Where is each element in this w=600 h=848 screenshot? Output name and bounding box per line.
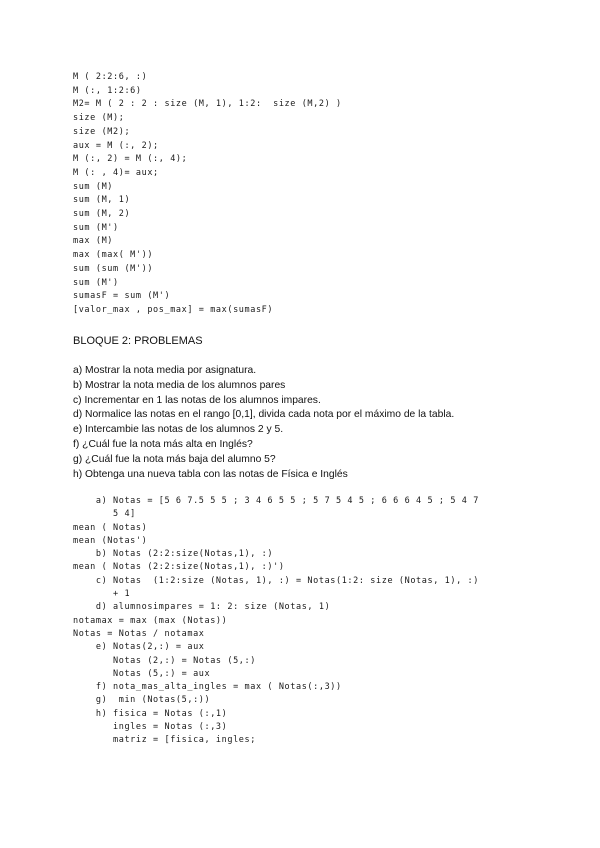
code-line: sum (M')	[73, 277, 119, 288]
code-line: e) Notas(2,:) = aux	[73, 642, 205, 653]
code-line: f) nota_mas_alta_ingles = max ( Notas(:,3))	[73, 682, 342, 693]
code-line: max (M)	[73, 236, 114, 247]
code-line: notamax = max (max (Notas))	[73, 615, 228, 626]
code-line: ingles = Notas (:,3)	[73, 722, 228, 733]
code-line: sumasF = sum (M')	[73, 291, 171, 302]
code-block-solutions	[73, 495, 479, 748]
code-line: mean (Notas')	[73, 535, 148, 546]
code-line: a) Notas = [5 6 7.5 5 5 ; 3 4 6 5 5 ; 5 7 5 4 5 ; 6 6 6 4 5 ; 5 4 7	[73, 496, 479, 506]
code-line: b) Notas (2:2:size(Notas,1), :)	[73, 549, 274, 560]
code-line: M (: , 4)= aux;	[73, 167, 159, 178]
problem-item: d) Normalice las notas en el rango [0,1], divida cada nota por el máximo de la tabla.	[73, 409, 455, 421]
code-line: aux = M (:, 2);	[73, 140, 159, 151]
problem-item: f) ¿Cuál fue la nota más alta en Inglés?	[73, 438, 253, 450]
code-line: g) min (Notas(5,:))	[73, 695, 211, 706]
code-line: sum (M)	[73, 181, 114, 192]
code-line: mean ( Notas (2:2:size(Notas,1), :)')	[73, 562, 285, 573]
code-line: 5 4]	[73, 509, 136, 520]
problem-item: a) Mostrar la nota media por asignatura.	[73, 365, 257, 376]
problem-list	[73, 364, 454, 482]
code-line: Notas = Notas / notamax	[73, 628, 205, 639]
code-line: sum (M, 1)	[73, 195, 131, 206]
problem-item: c) Incrementar en 1 las notas de los alumnos impares.	[73, 394, 321, 406]
code-block-matrix-operations	[73, 71, 342, 318]
code-line: d) alumnosimpares = 1: 2: size (Notas, 1)	[73, 602, 331, 613]
code-line: mean ( Notas)	[73, 522, 148, 533]
problem-item: b) Mostrar la nota media de los alumnos pares	[73, 379, 286, 391]
code-line: Notas (5,:) = aux	[73, 668, 211, 679]
code-line: h) fisica = Notas (:,1)	[73, 708, 228, 719]
code-line: sum (M')	[73, 222, 119, 233]
code-line: M ( 2:2:6, :)	[73, 72, 148, 82]
code-line: + 1	[73, 589, 131, 600]
code-line: sum (M, 2)	[73, 209, 131, 220]
code-line: M (:, 2) = M (:, 4);	[73, 154, 188, 165]
code-line: M2= M ( 2 : 2 : size (M, 1), 1:2: size (M,2) )	[73, 99, 342, 110]
code-line: size (M);	[73, 113, 125, 124]
section-heading: BLOQUE 2: PROBLEMAS	[73, 335, 203, 347]
code-line: max (max( M'))	[73, 250, 154, 261]
problem-item: e) Intercambie las notas de los alumnos 2 y 5.	[73, 424, 284, 436]
problem-item: g) ¿Cuál fue la nota más baja del alumno 5?	[73, 453, 276, 465]
code-line: [valor_max , pos_max] = max(sumasF)	[73, 304, 274, 315]
problem-item: h) Obtenga una nueva tabla con las notas de Física e Inglés	[73, 468, 348, 480]
code-line: sum (sum (M'))	[73, 263, 154, 274]
code-line: size (M2);	[73, 126, 131, 137]
code-line: matriz = [fisica, ingles;	[73, 735, 256, 746]
code-line: Notas (2,:) = Notas (5,:)	[73, 655, 256, 666]
code-line: c) Notas (1:2:size (Notas, 1), :) = Notas(1:2: size (Notas, 1), :)	[73, 575, 479, 586]
code-line: M (:, 1:2:6)	[73, 85, 142, 96]
